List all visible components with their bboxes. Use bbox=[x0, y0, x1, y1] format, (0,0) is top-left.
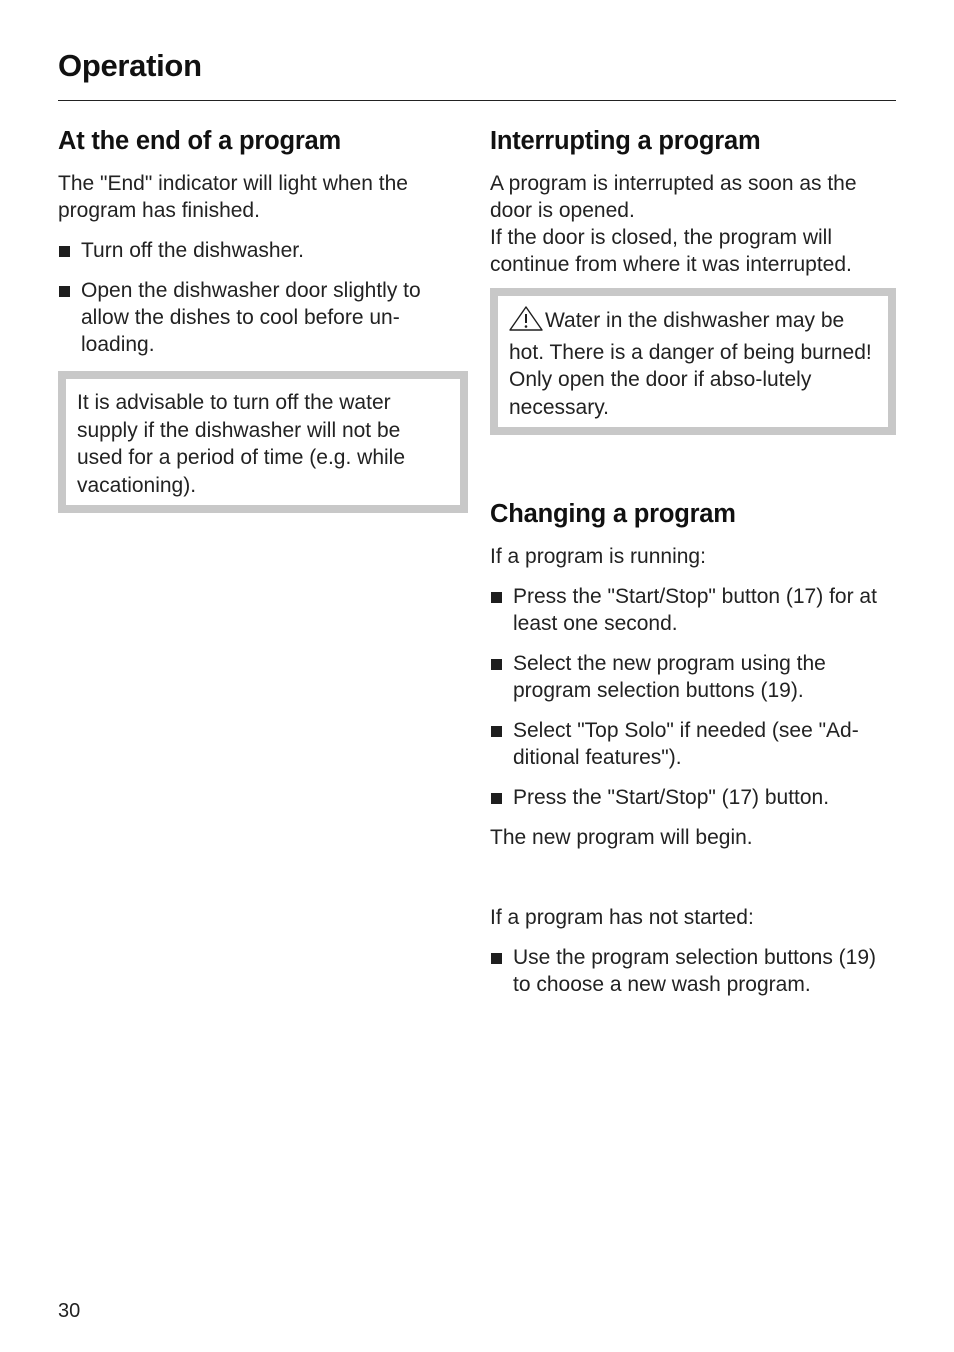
interrupt-paragraph: A program is interrupted as soon as the door is opened. bbox=[490, 172, 857, 222]
square-bullet-icon bbox=[491, 953, 502, 964]
left-column bbox=[58, 124, 468, 513]
end-indicator-paragraph: The "End" indicator will light when the program has finished. bbox=[58, 172, 408, 222]
right-column bbox=[490, 124, 896, 1011]
square-bullet-icon bbox=[491, 659, 502, 670]
section-heading-changing: Changing a program bbox=[490, 500, 736, 528]
water-supply-note-box bbox=[58, 371, 468, 513]
list-item bbox=[490, 784, 896, 811]
warning-text: Water in the dishwasher may be hot. There is a danger of being burned! Only open the door if abso-lutely necessary. bbox=[509, 309, 872, 419]
hot-water-warning-box bbox=[490, 288, 896, 435]
list-item bbox=[490, 944, 896, 998]
list-item-text: Press the "Start/Stop" (17) button. bbox=[513, 786, 830, 809]
end-steps-list bbox=[58, 237, 468, 358]
change-not-started-steps-list bbox=[490, 944, 896, 998]
warning-text-line bbox=[509, 306, 876, 421]
list-item bbox=[58, 277, 468, 358]
page-number: 30 bbox=[58, 1300, 81, 1322]
list-item bbox=[490, 650, 896, 704]
list-item bbox=[490, 583, 896, 637]
square-bullet-icon bbox=[59, 246, 70, 257]
section-heading-interrupting: Interrupting a program bbox=[490, 127, 761, 155]
interrupt-resume-paragraph: If the door is closed, the program will continue from where it was interrupted. bbox=[490, 226, 852, 276]
list-item-text: Turn off the dishwasher. bbox=[81, 239, 304, 262]
list-item-text: Select the new program using the program selection buttons (19). bbox=[513, 652, 826, 702]
list-item-text: Open the dishwasher door slightly to allow the dishes to cool before un-loading. bbox=[81, 279, 421, 356]
note-text: It is advisable to turn off the water supply if the dishwasher will not be used for a period of time (e.g. while vacationing). bbox=[77, 391, 406, 497]
new-program-result: The new program will begin. bbox=[490, 826, 753, 849]
list-item-text: Use the program selection buttons (19) to choose a new wash program. bbox=[513, 946, 877, 996]
square-bullet-icon bbox=[491, 726, 502, 737]
warning-triangle-icon bbox=[509, 306, 543, 339]
square-bullet-icon bbox=[491, 793, 502, 804]
list-item bbox=[58, 237, 468, 264]
running-intro: If a program is running: bbox=[490, 545, 706, 568]
list-item-text: Press the "Start/Stop" button (17) for at least one second. bbox=[513, 585, 877, 635]
not-started-intro: If a program has not started: bbox=[490, 906, 754, 929]
square-bullet-icon bbox=[59, 286, 70, 297]
page-title: Operation bbox=[58, 48, 202, 83]
change-running-steps-list bbox=[490, 583, 896, 811]
square-bullet-icon bbox=[491, 592, 502, 603]
section-heading-end-of-program: At the end of a program bbox=[58, 127, 341, 155]
list-item-text: Select "Top Solo" if needed (see "Ad-ditional features"). bbox=[513, 719, 859, 769]
list-item bbox=[490, 717, 896, 771]
title-divider bbox=[58, 100, 896, 101]
